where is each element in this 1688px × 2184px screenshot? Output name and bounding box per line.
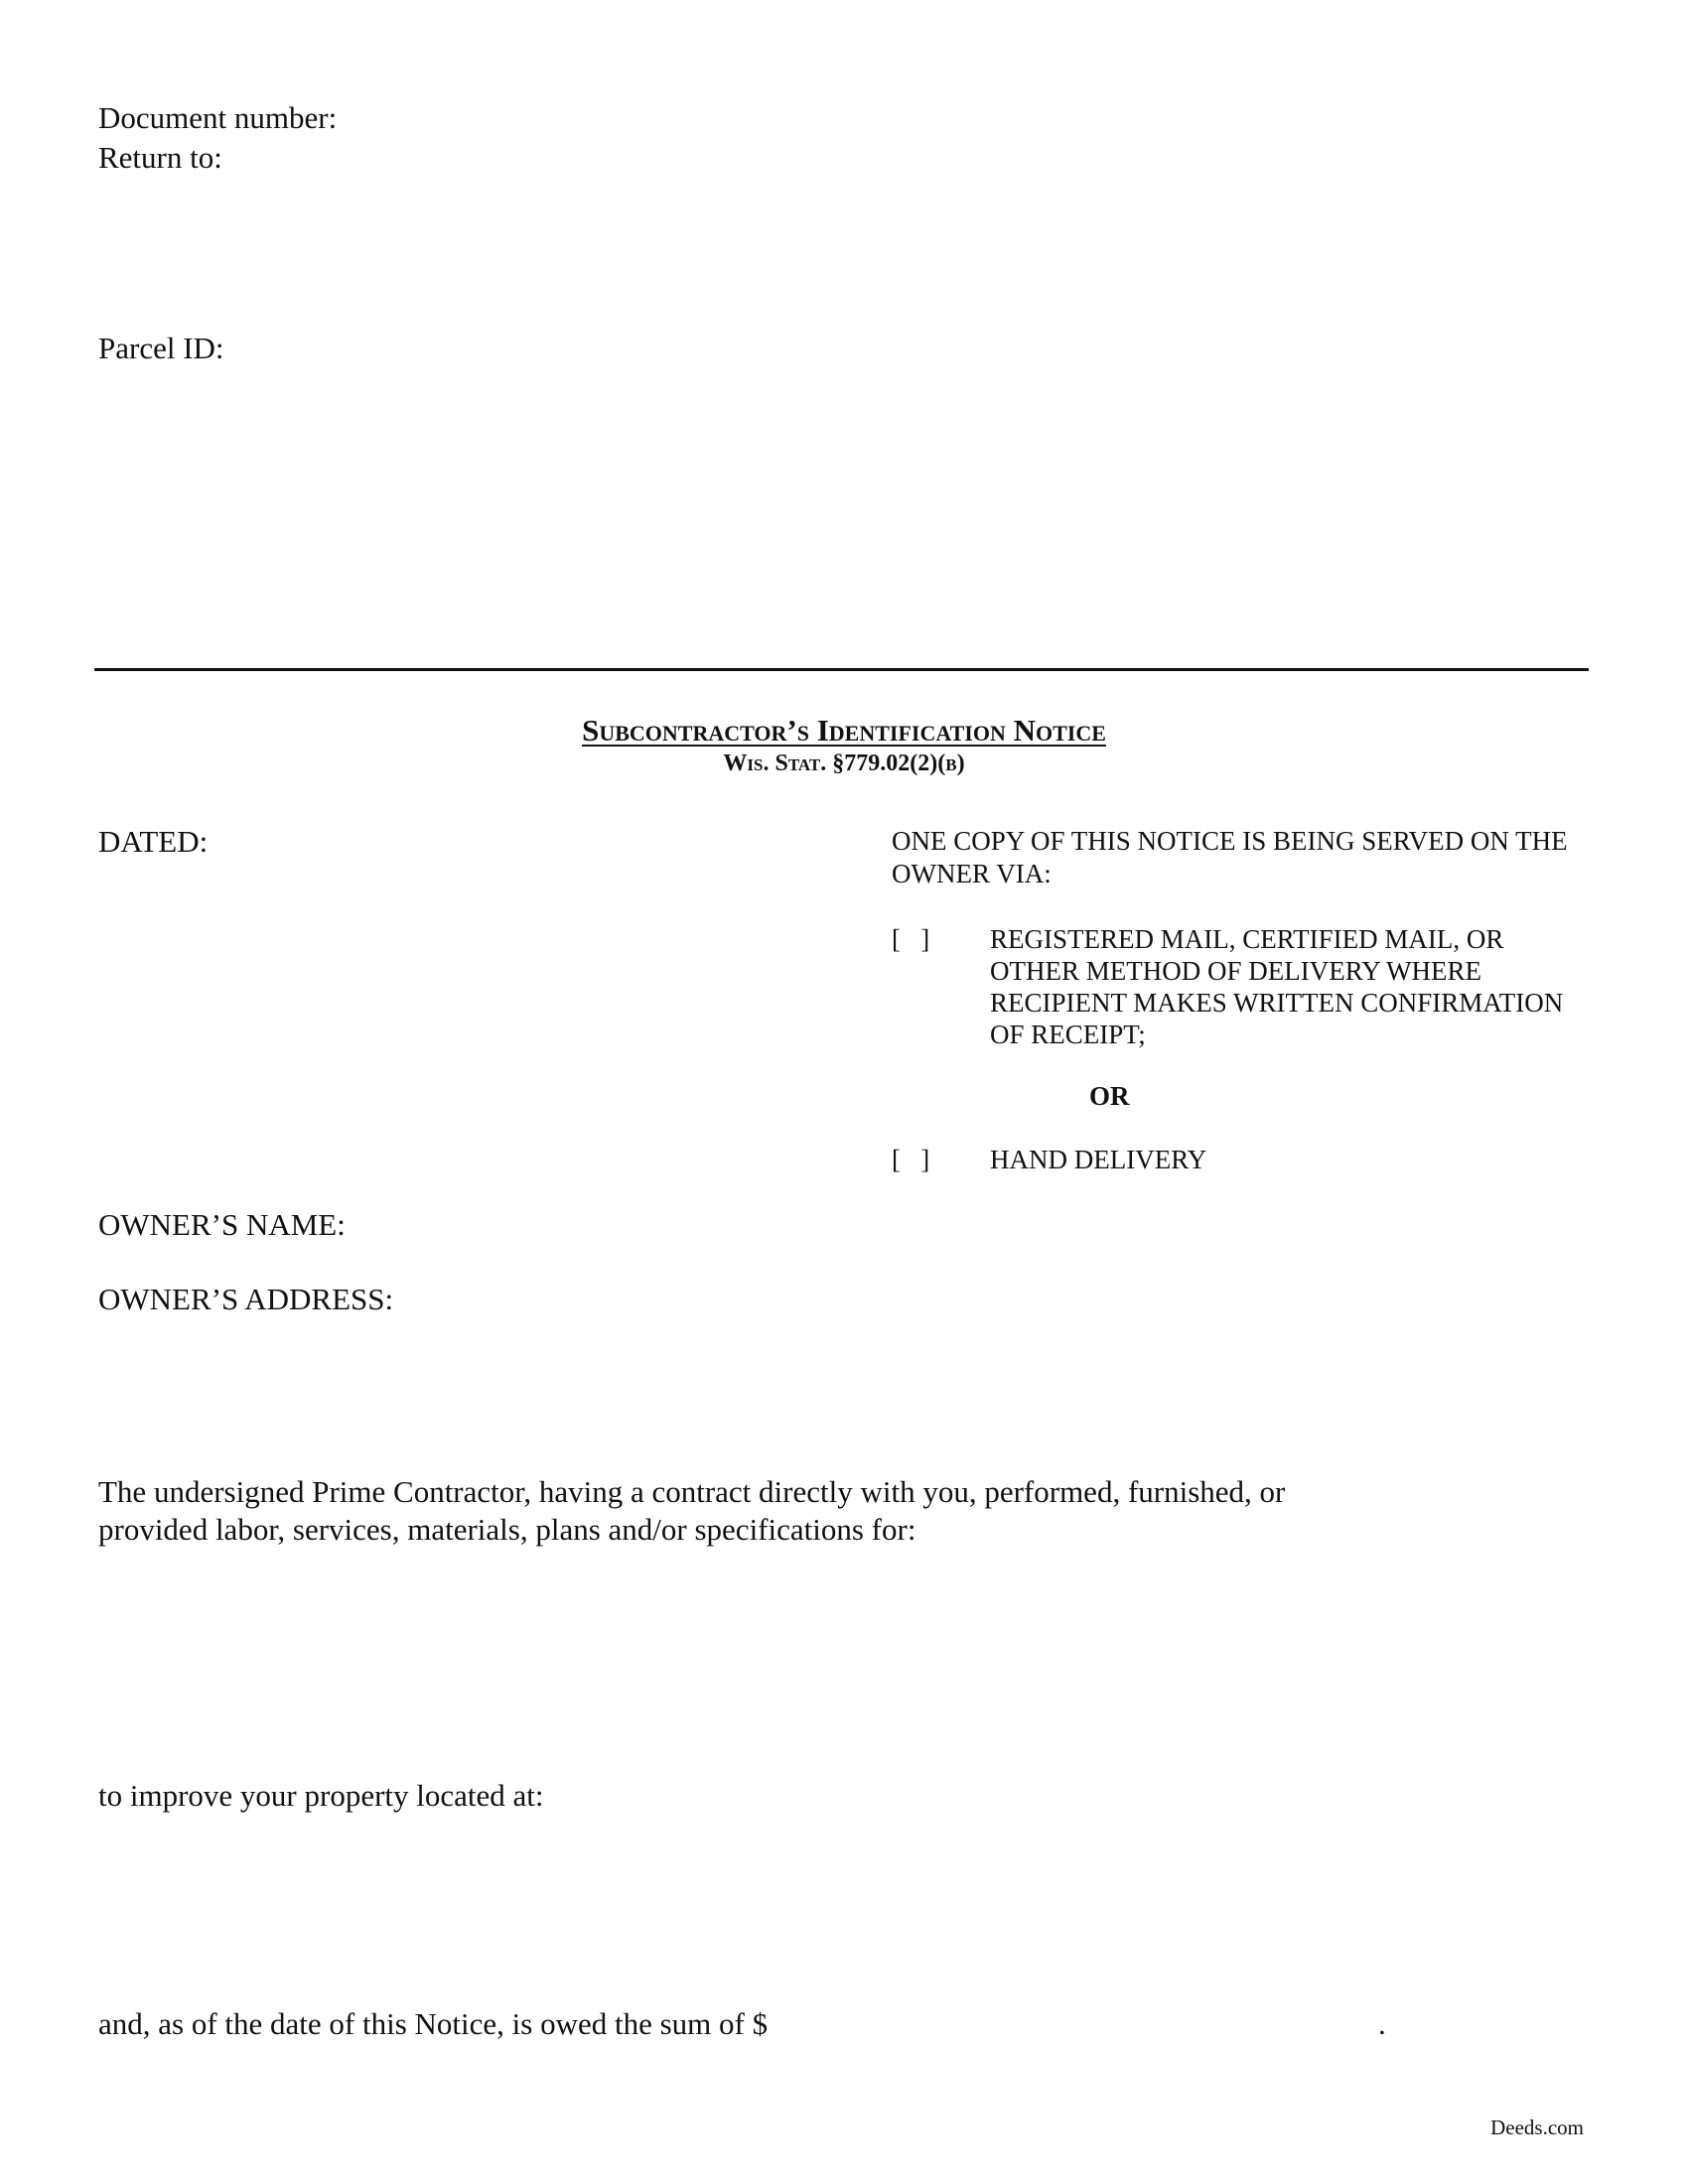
document-title-text: Subcontractor’s Identification Notice [582,713,1106,748]
statute-reference: Wis. Stat. §779.02(2)(b) [723,751,965,776]
or-separator: OR [1089,1081,1130,1111]
paragraph1-line1: The undersigned Prime Contractor, having a contract directly with you, performed, furnished, or [98,1474,1286,1509]
paragraph3-period: . [1378,2006,1386,2041]
option1-line2: OTHER METHOD OF DELIVERY WHERE [990,956,1481,986]
paragraph1-line2: provided labor, services, materials, plans and/or specifications for: [98,1512,916,1547]
service-intro-line2: OWNER VIA: [892,859,1052,888]
footer-brand: Deeds.com [1490,2116,1584,2139]
service-intro-line1: ONE COPY OF THIS NOTICE IS BEING SERVED ON THE [892,826,1568,856]
document-title [0,713,1688,749]
option2-label: HAND DELIVERY [990,1145,1207,1174]
option1-line1: REGISTERED MAIL, CERTIFIED MAIL, OR [990,924,1504,954]
paragraph3: and, as of the date of this Notice, is owed the sum of $ [98,2006,769,2041]
checkbox-hand-delivery[interactable]: [ ] [892,1145,930,1174]
checkbox-registered-mail[interactable]: [ ] [892,924,930,954]
owner-address-label: OWNER’S ADDRESS: [98,1282,394,1316]
horizontal-divider [94,668,1589,671]
option1-line3: RECIPIENT MAKES WRITTEN CONFIRMATION [990,988,1564,1018]
parcel-id-label: Parcel ID: [98,331,224,365]
return-to-label: Return to: [98,140,222,175]
owner-name-label: OWNER’S NAME: [98,1207,346,1242]
document-number-label: Document number: [98,100,338,135]
dated-label: DATED: [98,824,209,859]
option1-line4: OF RECEIPT; [990,1020,1146,1049]
paragraph2: to improve your property located at: [98,1778,544,1813]
